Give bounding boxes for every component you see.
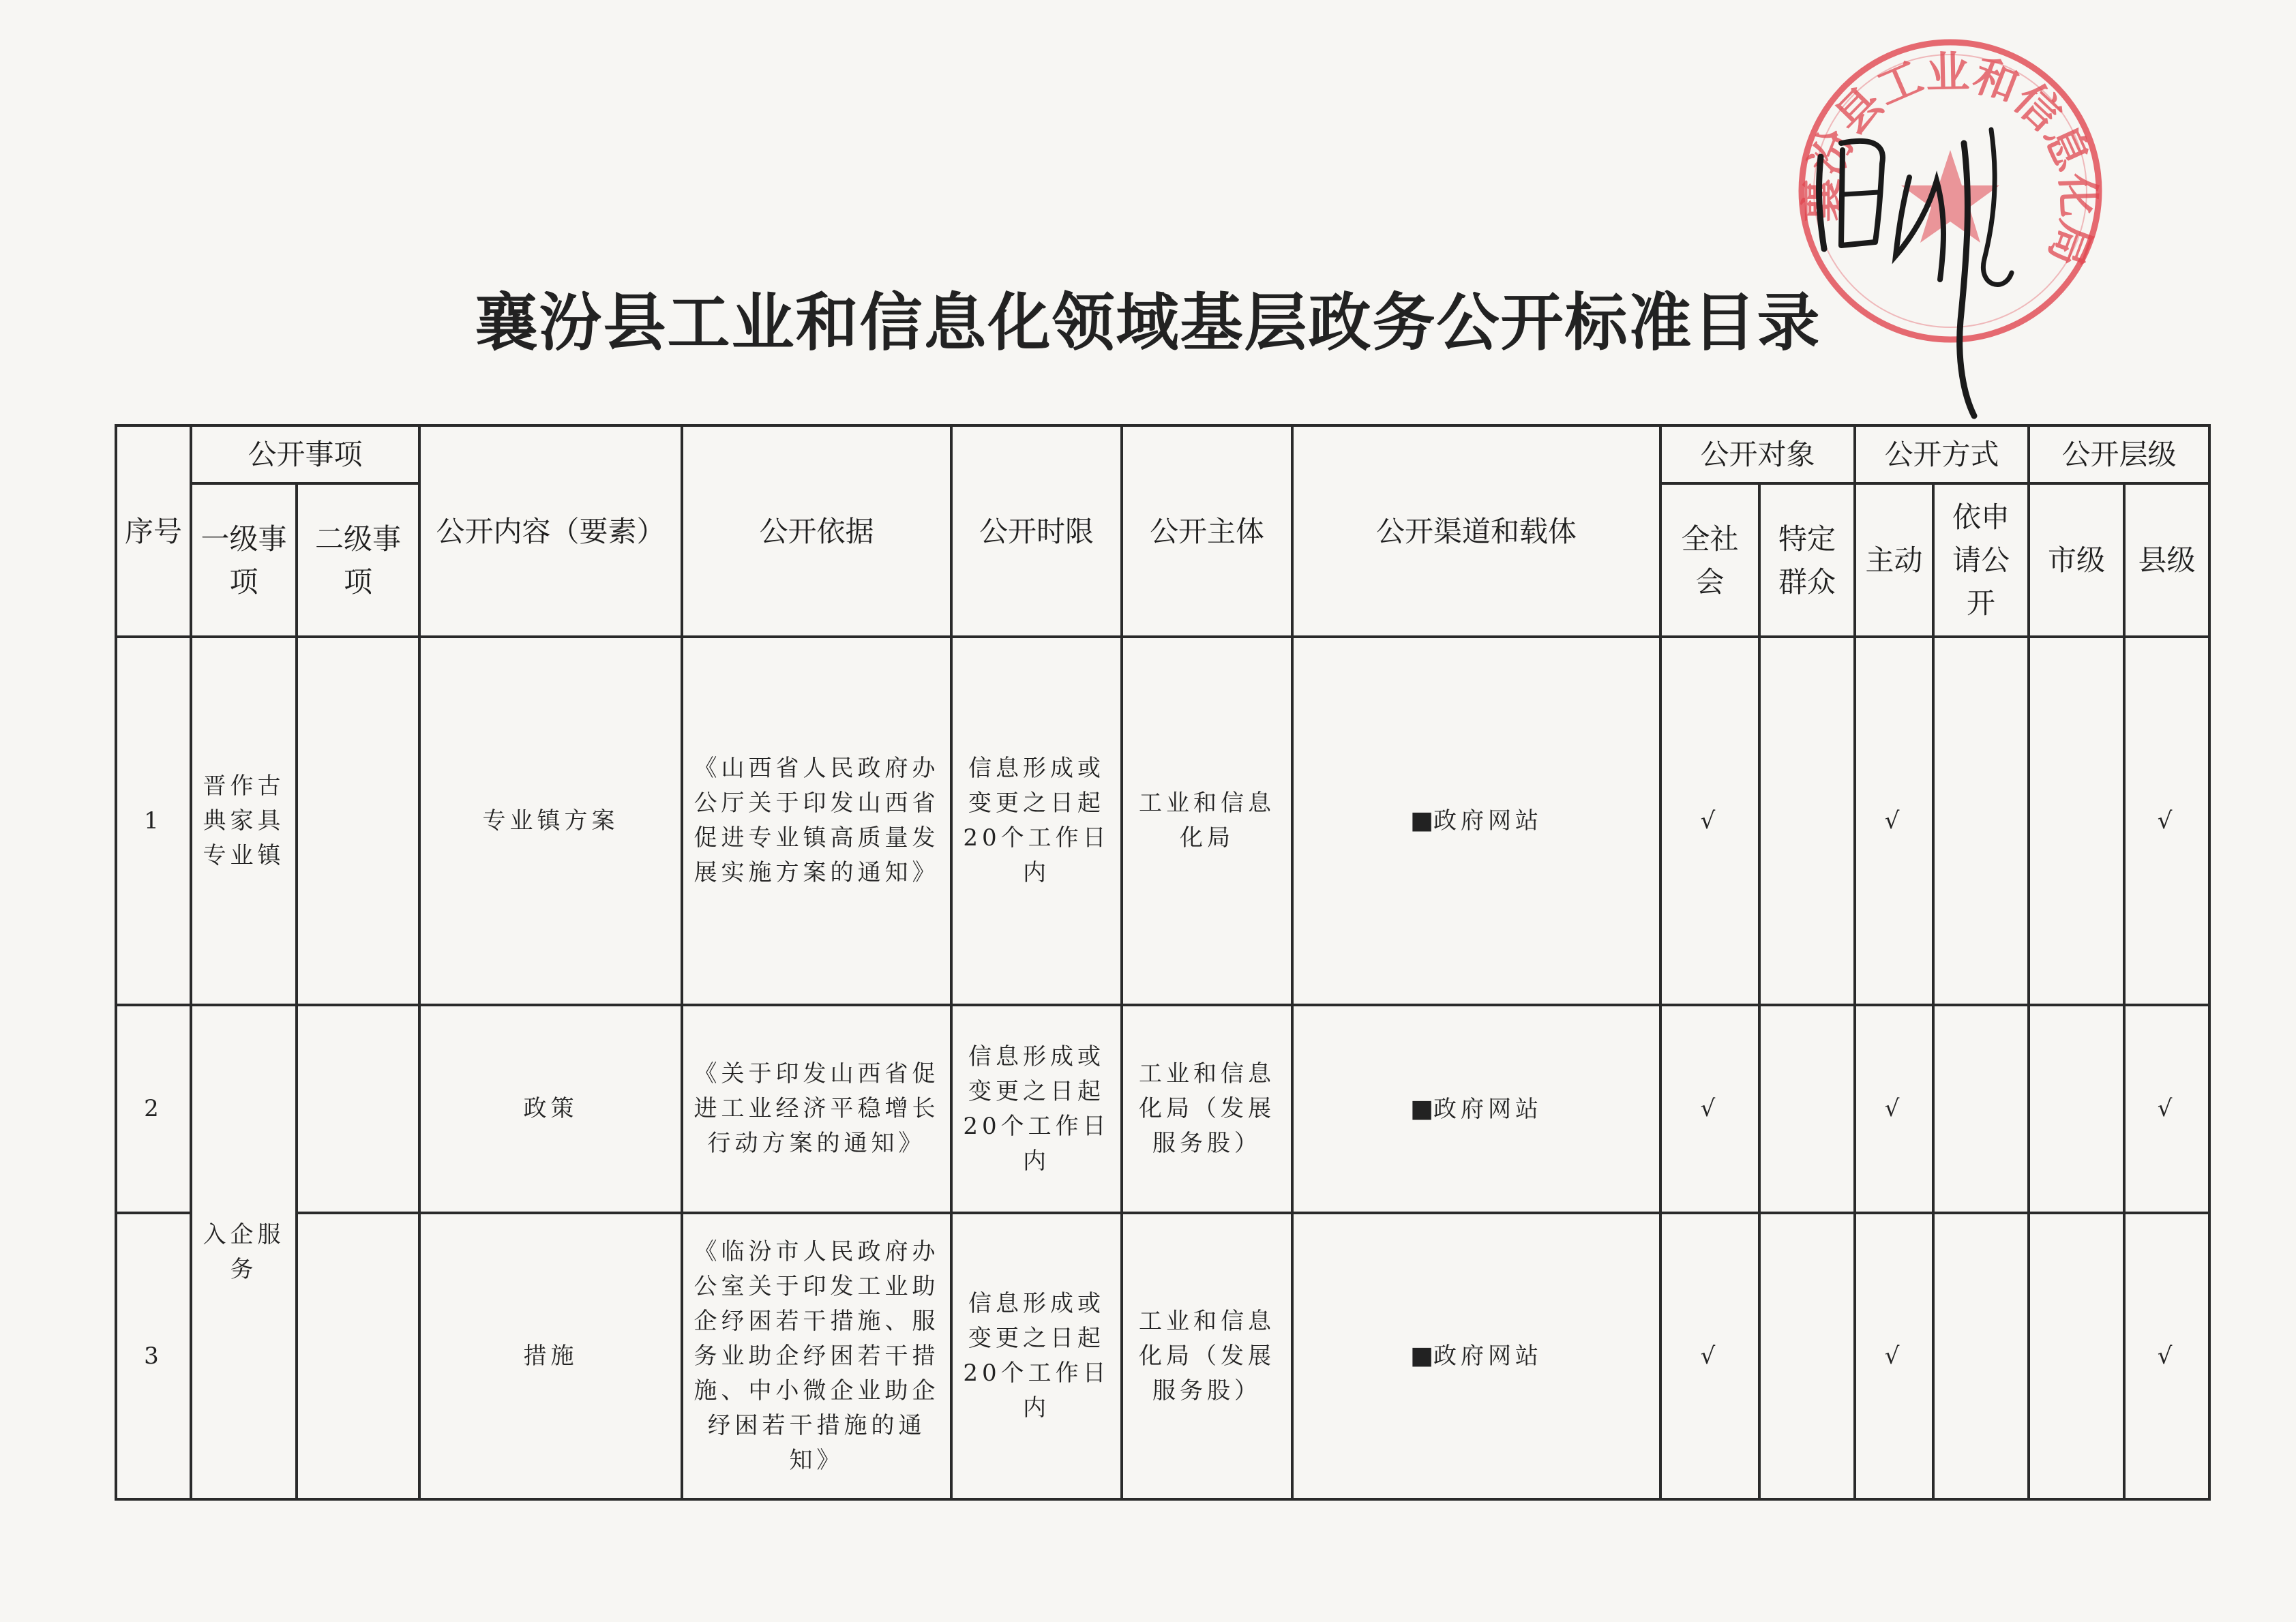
header-audience-specific: 特定群众 <box>1759 483 1855 637</box>
square-bullet-icon: ■ <box>1410 1094 1434 1123</box>
header-method-apply: 依申请公开 <box>1933 483 2029 637</box>
check-city <box>2029 1213 2124 1499</box>
square-bullet-icon: ■ <box>1410 807 1434 835</box>
header-level2: 二级事项 <box>297 483 419 637</box>
row-channel <box>1292 1213 1660 1499</box>
header-subject: 公开主体 <box>1122 425 1292 637</box>
check-active: √ <box>1855 1005 1933 1213</box>
square-bullet-icon: ■ <box>1410 1342 1434 1370</box>
channel-label: 政府网站 <box>1433 807 1543 835</box>
channel-label: 政府网站 <box>1433 1342 1543 1370</box>
check-specific <box>1759 637 1855 1005</box>
row-level1: 晋作古典家具专业镇 <box>191 637 297 1005</box>
check-city <box>2029 1005 2124 1213</box>
header-audience: 公开对象 <box>1660 425 1855 483</box>
catalog-table <box>115 424 2211 1501</box>
row-basis: 《关于印发山西省促进工业经济平稳增长行动方案的通知》 <box>682 1005 951 1213</box>
svg-text:襄汾县工业和信息化局: 襄汾县工业和信息化局 <box>1797 46 2104 273</box>
row-deadline: 信息形成或变更之日起20个工作日内 <box>951 637 1122 1005</box>
header-level-city: 市级 <box>2029 483 2124 637</box>
row-subject: 工业和信息化局 <box>1122 637 1292 1005</box>
row-deadline: 信息形成或变更之日起20个工作日内 <box>951 1005 1122 1213</box>
header-channel: 公开渠道和载体 <box>1292 425 1660 637</box>
check-county: √ <box>2124 637 2209 1005</box>
row-seq: 1 <box>116 637 191 1005</box>
row-basis: 《山西省人民政府办公厅关于印发山西省促进专业镇高质量发展实施方案的通知》 <box>682 637 951 1005</box>
check-apply <box>1933 1213 2029 1499</box>
row-seq: 2 <box>116 1005 191 1213</box>
check-apply <box>1933 637 2029 1005</box>
header-level: 公开层级 <box>2029 425 2209 483</box>
row-level2 <box>297 637 419 1005</box>
row-level2 <box>297 1213 419 1499</box>
header-level1: 一级事项 <box>191 483 297 637</box>
row-content: 政策 <box>419 1005 682 1213</box>
table-row <box>116 1005 2209 1213</box>
row-channel <box>1292 637 1660 1005</box>
header-deadline: 公开时限 <box>951 425 1122 637</box>
header-level-county: 县级 <box>2124 483 2209 637</box>
row-subject: 工业和信息化局（发展服务股） <box>1122 1005 1292 1213</box>
row-level2 <box>297 1005 419 1213</box>
row-content: 措施 <box>419 1213 682 1499</box>
header-content: 公开内容（要素） <box>419 425 682 637</box>
channel-label: 政府网站 <box>1433 1095 1543 1123</box>
check-county: √ <box>2124 1213 2209 1499</box>
check-all: √ <box>1660 1005 1759 1213</box>
table-row <box>116 1213 2209 1499</box>
check-apply <box>1933 1005 2029 1213</box>
check-all: √ <box>1660 1213 1759 1499</box>
check-county: √ <box>2124 1005 2209 1213</box>
header-basis: 公开依据 <box>682 425 951 637</box>
header-audience-all: 全社会 <box>1660 483 1759 637</box>
row-deadline: 信息形成或变更之日起20个工作日内 <box>951 1213 1122 1499</box>
row-basis: 《临汾市人民政府办公室关于印发工业助企纾困若干措施、服务业助企纾困若干措施、中小微企业助企纾困若干措施的通知》 <box>682 1213 951 1499</box>
table-row <box>116 637 2209 1005</box>
check-all: √ <box>1660 637 1759 1005</box>
header-method-active: 主动 <box>1855 483 1933 637</box>
check-active: √ <box>1855 637 1933 1005</box>
check-city <box>2029 637 2124 1005</box>
header-method: 公开方式 <box>1855 425 2029 483</box>
row-subject: 工业和信息化局（发展服务股） <box>1122 1213 1292 1499</box>
check-specific <box>1759 1213 1855 1499</box>
header-items: 公开事项 <box>191 425 419 483</box>
page-title: 襄汾县工业和信息化领域基层政务公开标准目录 <box>475 286 1821 359</box>
header-seq: 序号 <box>116 425 191 637</box>
row-channel <box>1292 1005 1660 1213</box>
row-level1: 入企服务 <box>191 1005 297 1499</box>
check-specific <box>1759 1005 1855 1213</box>
row-seq: 3 <box>116 1213 191 1499</box>
row-content: 专业镇方案 <box>419 637 682 1005</box>
check-active: √ <box>1855 1213 1933 1499</box>
